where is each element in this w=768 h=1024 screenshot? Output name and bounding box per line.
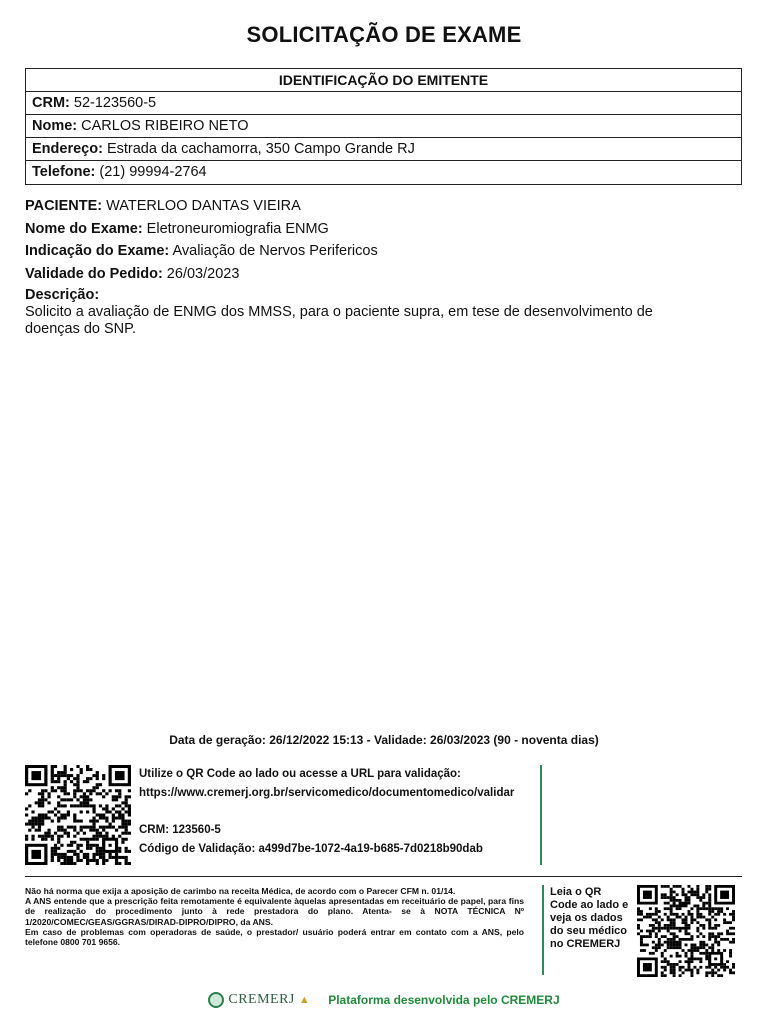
phone-label: Telefone: — [32, 164, 96, 180]
validation-instruction: Utilize o QR Code ao lado ou acesse a URL para validação: — [139, 768, 461, 780]
patient-value: WATERLOO DANTAS VIEIRA — [102, 198, 301, 214]
exam-name-label: Nome do Exame: — [25, 220, 143, 237]
issuer-heading: IDENTIFICAÇÃO DO EMITENTE — [26, 69, 741, 92]
validity-label: Validade do Pedido: — [25, 265, 163, 282]
validation-crm: CRM: 123560-5 — [139, 824, 221, 836]
legal-paragraph-2: A ANS entende que a prescrição feita remotamente é equivalente àquelas apresentadas em receituário de papel, para fins de realização do procedimento junto à rede prestadora do plano. Atenta- se à NOTA TÉCNICA Nº 1/2020/COMEC/GEAS/GGRAS/DIRAD-DIPRO/DIPRO, da ANS. — [25, 896, 524, 927]
qr-side-caption: Leia o QR Code ao lado e veja os dados do seu médico no CREMERJ — [550, 886, 629, 950]
validation-block — [139, 765, 514, 859]
qr-code-icon[interactable] — [25, 765, 131, 865]
section-divider — [25, 876, 742, 877]
footer — [0, 991, 768, 1009]
generation-info: Data de geração: 26/12/2022 15:13 - Validade: 26/03/2023 (90 - noventa dias) — [169, 733, 599, 747]
validation-code: Código de Validação: a499d7be-1072-4a19-b685-7d0218b90dab — [139, 843, 483, 855]
indication-line — [25, 241, 745, 264]
crm-label: CRM: — [32, 95, 70, 111]
legal-paragraph-3: Em caso de problemas com operadoras de saúde, o prestador/ usuário poderá entrar em contato com a ANS, pelo telefone 0800 701 9656. — [25, 926, 524, 948]
validation-url[interactable]: https://www.cremerj.org.br/servicomedico/documentomedico/validar — [139, 787, 515, 799]
logo-text: CREMERJ — [228, 991, 295, 1007]
logo-mark-icon: ▲ — [298, 993, 310, 1006]
patient-label: PACIENTE: — [25, 198, 103, 214]
issuer-phone-row — [26, 161, 741, 184]
cremerj-logo — [208, 992, 309, 1008]
platform-credit: Plataforma desenvolvida pelo CREMERJ — [328, 992, 560, 1007]
validity-line — [25, 264, 745, 287]
phone-value: (21) 99994-2764 — [95, 164, 207, 180]
issuer-name-row — [26, 115, 741, 138]
legal-notice — [25, 886, 524, 947]
page-title: SOLICITAÇÃO DE EXAME — [246, 22, 522, 47]
green-divider-2 — [542, 885, 544, 975]
crm-value: 52-123560-5 — [69, 95, 157, 111]
address-value: Estrada da cachamorra, 350 Campo Grande RJ — [102, 141, 415, 157]
validity-value: 26/03/2023 — [162, 265, 240, 282]
indication-label: Indicação do Exame: — [25, 243, 170, 259]
description-text: Solicito a avaliação de ENMG dos MMSS, para o paciente supra, em tese de desenvolvimento de doenças do SNP. — [25, 304, 653, 337]
cremerj-seal-icon — [208, 992, 224, 1008]
exam-name-value: Eletroneuromiografia ENMG — [142, 220, 329, 237]
issuer-address-row — [26, 138, 741, 161]
address-label: Endereço: — [32, 141, 103, 157]
issuer-crm-row — [26, 92, 741, 115]
description-label: Descrição: — [25, 287, 100, 303]
exam-name-line — [25, 219, 745, 242]
patient-line — [25, 196, 745, 219]
name-label: Nome: — [32, 118, 78, 134]
indication-value: Avaliação de Nervos Perifericos — [169, 243, 378, 259]
green-divider — [540, 765, 542, 865]
issuer-table — [25, 68, 742, 185]
legal-paragraph-1: Não há norma que exija a aposição de carimbo na receita Médica, de acordo com o Parecer CFM n. 01/14. — [25, 886, 456, 896]
name-value: CARLOS RIBEIRO NETO — [77, 118, 249, 134]
exam-details — [25, 196, 745, 338]
qr-code-icon[interactable] — [637, 885, 735, 977]
